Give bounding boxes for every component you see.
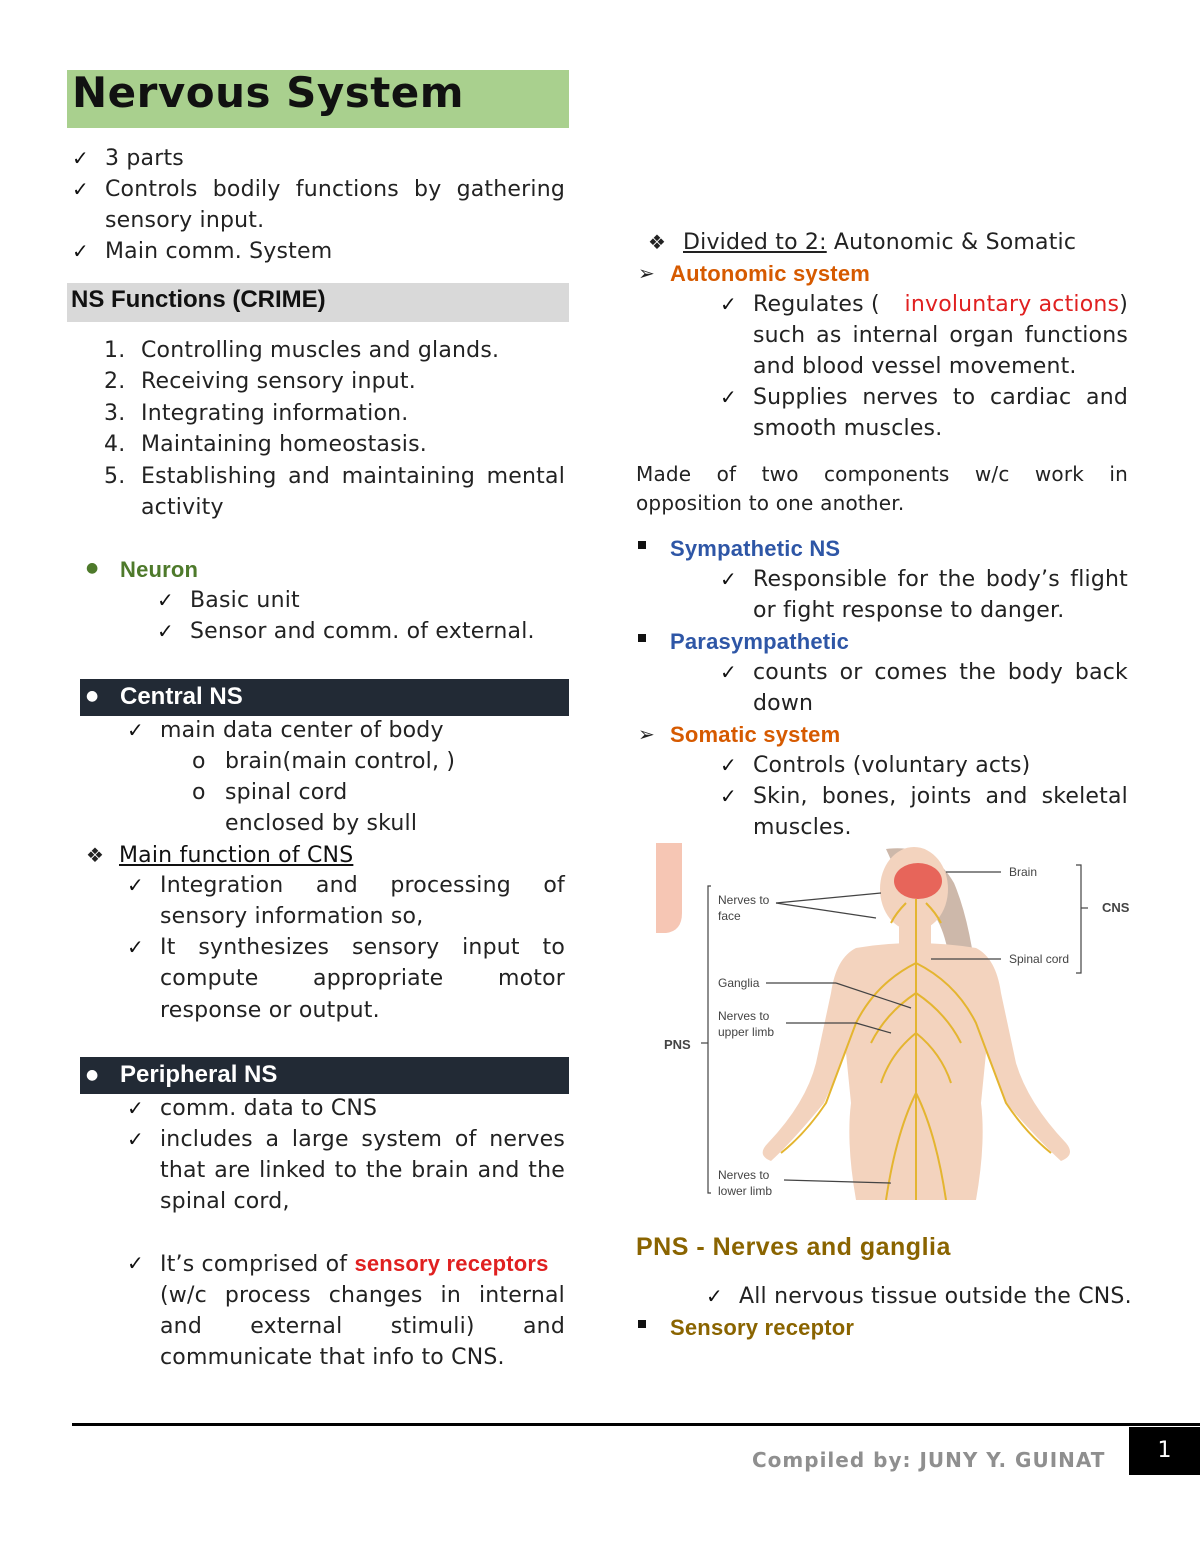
diamond-bullet-icon: ❖ xyxy=(86,843,104,867)
page-title: Nervous System xyxy=(72,68,465,117)
cns-function-cont: compute appropriate motor xyxy=(160,966,565,991)
square-bullet-icon xyxy=(638,1320,646,1328)
somatic-heading: Somatic system xyxy=(670,722,841,747)
list-item: Controlling muscles and glands. xyxy=(141,338,500,363)
checkmark-icon: ✓ xyxy=(127,1096,144,1120)
checkmark-icon: ✓ xyxy=(720,660,737,684)
somatic-item-cont: muscles. xyxy=(753,815,852,840)
sub-bullet-icon: o xyxy=(192,780,206,805)
checkmark-icon: ✓ xyxy=(127,873,144,897)
main-function-heading: Main function of CNS xyxy=(119,843,354,868)
brain-shape xyxy=(894,863,942,899)
neuron-label: Neuron xyxy=(120,557,199,582)
checkmark-icon: ✓ xyxy=(720,567,737,591)
bullet-icon: ● xyxy=(86,1067,99,1083)
cns-sub-item: spinal cord xyxy=(225,780,348,805)
footer-divider xyxy=(72,1423,1200,1426)
autonomic-item xyxy=(753,289,1128,320)
checkmark-icon: ✓ xyxy=(72,146,89,170)
arrow-bullet-icon: ➢ xyxy=(638,722,655,746)
list-item: Establishing and maintaining mental xyxy=(141,464,565,489)
neuron-item: Basic unit xyxy=(190,588,300,613)
made-of-text: Made of two components w/c work in xyxy=(636,462,1128,486)
checkmark-icon: ✓ xyxy=(127,1127,144,1151)
autonomic-item: Supplies nerves to cardiac and xyxy=(753,385,1128,410)
square-bullet-icon xyxy=(638,541,646,549)
cns-sub-item: brain(main control, ) xyxy=(225,749,456,774)
list-item: Receiving sensory input. xyxy=(141,369,416,394)
lower-limb-label-cont: lower limb xyxy=(718,1184,773,1198)
pns-item xyxy=(160,1248,565,1280)
arrow-bullet-icon: ➢ xyxy=(638,261,655,285)
sympathetic-item-cont: or fight response to danger. xyxy=(753,598,1065,623)
somatic-item: Skin, bones, joints and skeletal xyxy=(753,784,1128,809)
list-number: 3. xyxy=(104,401,126,426)
sympathetic-heading: Sympathetic NS xyxy=(670,536,841,561)
list-number: 4. xyxy=(104,432,126,457)
list-item: Integrating information. xyxy=(141,401,409,426)
parasympathetic-heading: Parasympathetic xyxy=(670,629,850,654)
divided-value: Autonomic & Somatic xyxy=(826,230,1077,255)
involuntary-highlight: involuntary actions xyxy=(904,292,1120,317)
autonomic-heading: Autonomic system xyxy=(670,261,871,286)
autonomic-item-cont: such as internal organ functions xyxy=(753,323,1128,348)
face-nerves-label-cont: face xyxy=(718,909,741,923)
intro-item: 3 parts xyxy=(105,146,184,171)
sensory-receptor-heading: Sensory receptor xyxy=(670,1315,855,1340)
face-nerves-label: Nerves to xyxy=(718,893,770,907)
pns-nerves-heading: PNS - Nerves and ganglia xyxy=(636,1233,951,1261)
list-number: 1. xyxy=(104,338,126,363)
pns-nerves-item: All nervous tissue outside the CNS. xyxy=(739,1284,1132,1309)
checkmark-icon: ✓ xyxy=(720,385,737,409)
brain-label: Brain xyxy=(1009,865,1038,879)
page-number: 1 xyxy=(1129,1427,1200,1475)
cns-item: main data center of body xyxy=(160,718,444,743)
checkmark-icon: ✓ xyxy=(72,177,89,201)
intro-item: Main comm. System xyxy=(105,239,333,264)
pns-item-cont: spinal cord, xyxy=(160,1189,290,1214)
pns-item-cont: that are linked to the brain and the xyxy=(160,1158,565,1183)
upper-limb-label-cont: upper limb xyxy=(718,1025,775,1039)
autonomic-item-cont: and blood vessel movement. xyxy=(753,354,1077,379)
divided-label: Divided to 2: xyxy=(683,230,827,255)
checkmark-icon: ✓ xyxy=(72,239,89,263)
checkmark-icon: ✓ xyxy=(127,718,144,742)
list-item: Maintaining homeostasis. xyxy=(141,432,427,457)
intro-item: Controls bodily functions by gathering xyxy=(105,177,565,202)
pns-item-cont: communicate that info to CNS. xyxy=(160,1345,505,1370)
pns-text: It’s comprised of xyxy=(160,1252,355,1277)
functions-heading: NS Functions (CRIME) xyxy=(71,286,326,313)
cns-sub-item-cont: enclosed by skull xyxy=(225,811,418,836)
made-of-text-cont: opposition to one another. xyxy=(636,491,905,515)
nervous-system-illustration xyxy=(656,843,1130,1200)
divided-line xyxy=(683,227,1076,258)
diamond-bullet-icon: ❖ xyxy=(648,230,666,254)
pns-item: comm. data to CNS xyxy=(160,1096,378,1121)
autonomic-item-cont: smooth muscles. xyxy=(753,416,943,441)
list-item-cont: activity xyxy=(141,495,224,520)
checkmark-icon: ✓ xyxy=(157,619,174,643)
cns-function-cont: response or output. xyxy=(160,998,380,1023)
checkmark-icon: ✓ xyxy=(157,588,174,612)
footer-compiled-by: Compiled by: JUNY Y. GUINAT xyxy=(752,1448,1106,1472)
cns-function: Integration and processing of xyxy=(160,873,565,898)
somatic-item: Controls (voluntary acts) xyxy=(753,753,1031,778)
checkmark-icon: ✓ xyxy=(127,935,144,959)
figure-edge-shape xyxy=(656,843,682,933)
sensory-receptors-highlight: sensory receptors xyxy=(354,1251,549,1276)
spinal-cord-label: Spinal cord xyxy=(1009,952,1070,966)
parasympathetic-item-cont: down xyxy=(753,691,814,716)
cns-function-cont: sensory information so, xyxy=(160,904,424,929)
pns-item-cont: and external stimuli) and xyxy=(160,1314,565,1339)
pns-item: includes a large system of nerves xyxy=(160,1127,565,1152)
bullet-icon: ● xyxy=(86,688,99,704)
list-number: 5. xyxy=(104,464,126,489)
list-number: 2. xyxy=(104,369,126,394)
checkmark-icon: ✓ xyxy=(720,292,737,316)
intro-item-cont: sensory input. xyxy=(105,208,265,233)
square-bullet-icon xyxy=(638,634,646,642)
cns-function: It synthesizes sensory input to xyxy=(160,935,565,960)
cns-label: CNS xyxy=(1102,900,1130,915)
ganglia-label: Ganglia xyxy=(718,976,760,990)
checkmark-icon: ✓ xyxy=(720,784,737,808)
cns-heading: Central NS xyxy=(120,683,243,710)
parasympathetic-item: counts or comes the body back xyxy=(753,660,1128,685)
autonomic-text: Regulates ( xyxy=(753,292,880,317)
sympathetic-item: Responsible for the body’s flight xyxy=(753,567,1128,592)
neuron-item: Sensor and comm. of external. xyxy=(190,619,535,644)
lower-limb-label: Nerves to xyxy=(718,1168,770,1182)
checkmark-icon: ✓ xyxy=(720,753,737,777)
nervous-system-figure xyxy=(656,843,1130,1200)
bullet-icon: ● xyxy=(86,560,99,576)
checkmark-icon: ✓ xyxy=(706,1284,723,1308)
pns-label: PNS xyxy=(664,1037,691,1052)
autonomic-text: ) xyxy=(1119,292,1128,317)
pns-heading: Peripheral NS xyxy=(120,1061,278,1088)
pns-item-cont: (w/c process changes in internal xyxy=(160,1283,565,1308)
upper-limb-label: Nerves to xyxy=(718,1009,770,1023)
sub-bullet-icon: o xyxy=(192,749,206,774)
checkmark-icon: ✓ xyxy=(127,1251,144,1275)
